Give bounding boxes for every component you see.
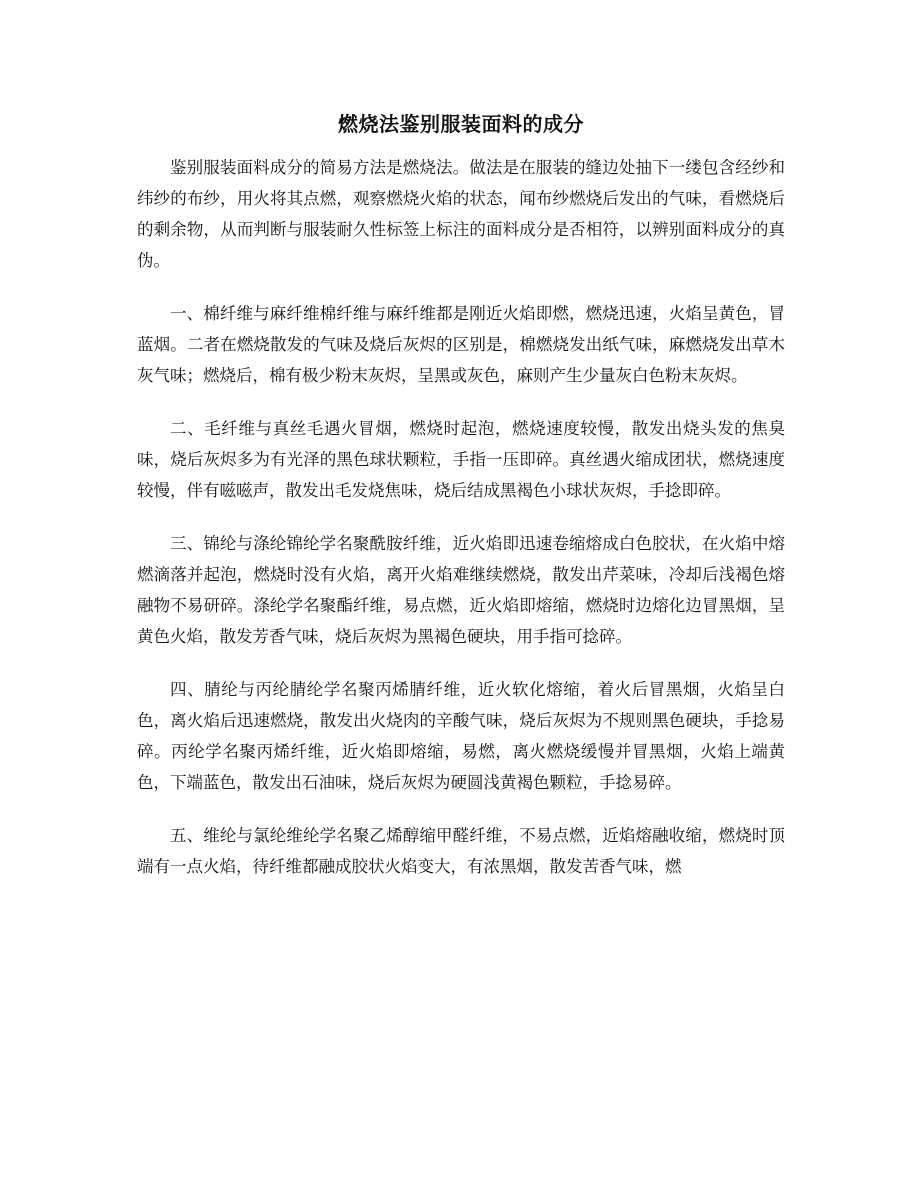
paragraph-wool-silk: 二、毛纤维与真丝毛遇火冒烟，燃烧时起泡，燃烧速度较慢，散发出烧头发的焦臭味，烧后灰烬多为有光泽的黑色球状颗粒，手指一压即碎。真丝遇火缩成团状，燃烧速度较慢，伴有嗞嗞声，散发出毛发烧焦味，烧后结成黑褐色小球状灰烬，手捻即碎。 bbox=[137, 419, 785, 500]
paragraph-cotton-linen: 一、棉纤维与麻纤维棉纤维与麻纤维都是刚近火焰即燃，燃烧迅速，火焰呈黄色，冒蓝烟。二者在燃烧散发的气味及烧后灰烬的区别是，棉燃烧发出纸气味，麻燃烧发出草木灰气味；燃烧后，棉有极少粉末灰烬，呈黑或灰色，麻则产生少量灰白色粉末灰烬。 bbox=[137, 304, 785, 385]
document-body bbox=[137, 104, 785, 904]
paragraph-nylon-polyester: 三、锦纶与涤纶锦纶学名聚酰胺纤维，近火焰即迅速卷缩熔成白色胶状，在火焰中熔燃滴落并起泡，燃烧时没有火焰，离开火焰难继续燃烧，散发出芹菜味，冷却后浅褐色熔融物不易研碎。涤纶学名聚酯纤维，易点燃，近火焰即熔缩，燃烧时边熔化边冒黑烟，呈黄色火焰，散发芳香气味，烧后灰烬为黑褐色硬块，用手指可捻碎。 bbox=[137, 534, 785, 646]
paragraph-vinylon-chlorofiber: 五、维纶与氯纶维纶学名聚乙烯醇缩甲醛纤维，不易点燃，近焰熔融收缩，燃烧时顶端有一点火焰，待纤维都融成胶状火焰变大，有浓黑烟，散发苦香气味，燃 bbox=[137, 826, 785, 876]
document-title: 燃烧法鉴别服装面料的成分 bbox=[338, 112, 584, 136]
paragraph-acrylic-polypropylene: 四、腈纶与丙纶腈纶学名聚丙烯腈纤维，近火软化熔缩，着火后冒黑烟，火焰呈白色，离火焰后迅速燃烧，散发出火烧肉的辛酸气味，烧后灰烬为不规则黑色硬块，手捻易碎。丙纶学名聚丙烯纤维，近火焰即熔缩，易燃，离火燃烧缓慢并冒黑烟，火焰上端黄色，下端蓝色，散发出石油味，烧后灰烬为硬圆浅黄褐色颗粒，手捻易碎。 bbox=[137, 680, 785, 792]
paragraph-intro: 鉴别服装面料成分的简易方法是燃烧法。做法是在服装的缝边处抽下一缕包含经纱和纬纱的布纱，用火将其点燃，观察燃烧火焰的状态，闻布纱燃烧后发出的气味，看燃烧后的剩余物，从而判断与服装耐久性标签上标注的面料成分是否相符，以辨别面料成分的真伪。 bbox=[137, 158, 785, 270]
